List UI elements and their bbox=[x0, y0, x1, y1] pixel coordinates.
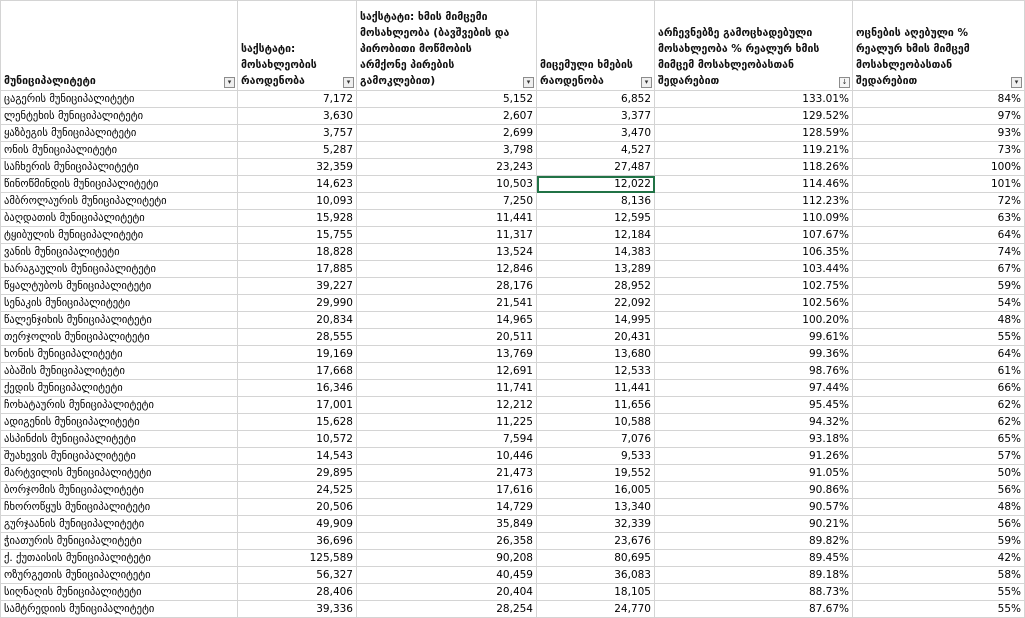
voting-population-cell[interactable]: 12,212 bbox=[357, 397, 537, 414]
voting-population-cell[interactable]: 28,254 bbox=[357, 601, 537, 618]
header-label: საქსტატი: ხმის მიმცემი მოსახლეობა (ბავშვების და პირობითი მოწმობის არმქონე პირების გამოკლებით) bbox=[360, 11, 510, 87]
turnout-percent-cell[interactable]: 106.35% bbox=[655, 244, 853, 261]
votes-cast-cell[interactable]: 20,431 bbox=[537, 329, 655, 346]
dream-percent-cell[interactable]: 59% bbox=[853, 533, 1025, 550]
header-voting-population[interactable] bbox=[357, 1, 537, 91]
voting-population-cell[interactable]: 28,176 bbox=[357, 278, 537, 295]
population-cell[interactable]: 15,755 bbox=[238, 227, 357, 244]
table-row bbox=[1, 414, 1025, 431]
table-row bbox=[1, 193, 1025, 210]
table-row bbox=[1, 295, 1025, 312]
votes-cast-cell[interactable]: 23,676 bbox=[537, 533, 655, 550]
population-cell[interactable]: 17,668 bbox=[238, 363, 357, 380]
dream-percent-cell[interactable]: 57% bbox=[853, 448, 1025, 465]
table-row bbox=[1, 380, 1025, 397]
population-cell[interactable]: 10,572 bbox=[238, 431, 357, 448]
population-cell[interactable]: 39,336 bbox=[238, 601, 357, 618]
voting-population-cell[interactable]: 14,729 bbox=[357, 499, 537, 516]
dream-percent-cell[interactable]: 48% bbox=[853, 312, 1025, 329]
voting-population-cell[interactable]: 20,404 bbox=[357, 584, 537, 601]
turnout-percent-cell[interactable]: 89.45% bbox=[655, 550, 853, 567]
voting-population-cell[interactable]: 21,473 bbox=[357, 465, 537, 482]
population-cell[interactable]: 3,757 bbox=[238, 125, 357, 142]
turnout-percent-cell[interactable]: 89.18% bbox=[655, 567, 853, 584]
turnout-percent-cell[interactable]: 99.61% bbox=[655, 329, 853, 346]
table-row bbox=[1, 312, 1025, 329]
municipality-cell[interactable]: ადიგენის მუნიციპალიტეტი bbox=[1, 414, 238, 431]
population-cell[interactable]: 29,990 bbox=[238, 295, 357, 312]
header-turnout-percent[interactable] bbox=[655, 1, 853, 91]
turnout-percent-cell[interactable]: 119.21% bbox=[655, 142, 853, 159]
municipality-cell[interactable]: სამტრედიის მუნიციპალიტეტი bbox=[1, 601, 238, 618]
table-row bbox=[1, 465, 1025, 482]
turnout-percent-cell[interactable]: 97.44% bbox=[655, 380, 853, 397]
turnout-percent-cell[interactable]: 118.26% bbox=[655, 159, 853, 176]
turnout-percent-cell[interactable]: 102.56% bbox=[655, 295, 853, 312]
population-cell[interactable]: 17,001 bbox=[238, 397, 357, 414]
dream-percent-cell[interactable]: 62% bbox=[853, 397, 1025, 414]
votes-cast-cell[interactable]: 80,695 bbox=[537, 550, 655, 567]
population-cell[interactable]: 14,623 bbox=[238, 176, 357, 193]
voting-population-cell[interactable]: 17,616 bbox=[357, 482, 537, 499]
voting-population-cell[interactable]: 5,152 bbox=[357, 91, 537, 108]
table-row bbox=[1, 108, 1025, 125]
voting-population-cell[interactable]: 35,849 bbox=[357, 516, 537, 533]
table-row bbox=[1, 142, 1025, 159]
votes-cast-cell[interactable]: 9,533 bbox=[537, 448, 655, 465]
municipality-cell[interactable]: ჩხოროწყუს მუნიციპალიტეტი bbox=[1, 499, 238, 516]
municipality-cell[interactable]: ასპინძის მუნიციპალიტეტი bbox=[1, 431, 238, 448]
header-label: ოცნების აღებული % რეალურ ხმის მიმცემ მოსახლეობასთან შედარებით bbox=[856, 27, 970, 87]
votes-cast-cell[interactable]: 10,588 bbox=[537, 414, 655, 431]
dream-percent-cell[interactable]: 58% bbox=[853, 567, 1025, 584]
population-cell[interactable]: 29,895 bbox=[238, 465, 357, 482]
population-cell[interactable]: 7,172 bbox=[238, 91, 357, 108]
turnout-percent-cell[interactable]: 100.20% bbox=[655, 312, 853, 329]
votes-cast-cell[interactable]: 13,680 bbox=[537, 346, 655, 363]
table-row bbox=[1, 91, 1025, 108]
municipality-cell[interactable]: ვანის მუნიციპალიტეტი bbox=[1, 244, 238, 261]
table-row bbox=[1, 125, 1025, 142]
turnout-percent-cell[interactable]: 95.45% bbox=[655, 397, 853, 414]
municipality-cell[interactable]: ბორჯომის მუნიციპალიტეტი bbox=[1, 482, 238, 499]
header-votes-cast[interactable] bbox=[537, 1, 655, 91]
dream-percent-cell[interactable]: 55% bbox=[853, 601, 1025, 618]
population-cell[interactable]: 125,589 bbox=[238, 550, 357, 567]
votes-cast-cell[interactable]: 12,595 bbox=[537, 210, 655, 227]
municipality-cell[interactable]: მარტვილის მუნიციპალიტეტი bbox=[1, 465, 238, 482]
table-row bbox=[1, 448, 1025, 465]
voting-population-cell[interactable]: 12,846 bbox=[357, 261, 537, 278]
dream-percent-cell[interactable]: 50% bbox=[853, 465, 1025, 482]
voting-population-cell[interactable]: 13,769 bbox=[357, 346, 537, 363]
dream-percent-cell[interactable]: 74% bbox=[853, 244, 1025, 261]
votes-cast-cell[interactable]: 12,184 bbox=[537, 227, 655, 244]
dream-percent-cell[interactable]: 48% bbox=[853, 499, 1025, 516]
population-cell[interactable]: 32,359 bbox=[238, 159, 357, 176]
dream-percent-cell[interactable]: 61% bbox=[853, 363, 1025, 380]
turnout-percent-cell[interactable]: 114.46% bbox=[655, 176, 853, 193]
turnout-percent-cell[interactable]: 133.01% bbox=[655, 91, 853, 108]
header-municipality[interactable] bbox=[1, 1, 238, 91]
population-cell[interactable]: 28,406 bbox=[238, 584, 357, 601]
votes-cast-cell[interactable]: 32,339 bbox=[537, 516, 655, 533]
population-cell[interactable]: 16,346 bbox=[238, 380, 357, 397]
dream-percent-cell[interactable]: 54% bbox=[853, 295, 1025, 312]
population-cell[interactable]: 24,525 bbox=[238, 482, 357, 499]
header-label: მიცემული ხმების რაოდენობა bbox=[540, 59, 633, 87]
dream-percent-cell[interactable]: 62% bbox=[853, 414, 1025, 431]
population-cell[interactable]: 14,543 bbox=[238, 448, 357, 465]
table-row bbox=[1, 499, 1025, 516]
votes-cast-cell[interactable]: 14,383 bbox=[537, 244, 655, 261]
population-cell[interactable]: 15,928 bbox=[238, 210, 357, 227]
municipality-cell[interactable]: წყალტუბოს მუნიციპალიტეტი bbox=[1, 278, 238, 295]
voting-population-cell[interactable]: 7,594 bbox=[357, 431, 537, 448]
dream-percent-cell[interactable]: 97% bbox=[853, 108, 1025, 125]
population-cell[interactable]: 3,630 bbox=[238, 108, 357, 125]
turnout-percent-cell[interactable]: 99.36% bbox=[655, 346, 853, 363]
population-cell[interactable]: 17,885 bbox=[238, 261, 357, 278]
dream-percent-cell[interactable]: 67% bbox=[853, 261, 1025, 278]
turnout-percent-cell[interactable]: 128.59% bbox=[655, 125, 853, 142]
dream-percent-cell[interactable]: 55% bbox=[853, 329, 1025, 346]
population-cell[interactable]: 15,628 bbox=[238, 414, 357, 431]
municipality-cell[interactable]: ამბროლაურის მუნიციპალიტეტი bbox=[1, 193, 238, 210]
municipality-cell[interactable]: თერჯოლის მუნიციპალიტეტი bbox=[1, 329, 238, 346]
votes-cast-cell[interactable]: 13,289 bbox=[537, 261, 655, 278]
voting-population-cell[interactable]: 10,446 bbox=[357, 448, 537, 465]
turnout-percent-cell[interactable]: 90.21% bbox=[655, 516, 853, 533]
dream-percent-cell[interactable]: 64% bbox=[853, 227, 1025, 244]
table-row bbox=[1, 533, 1025, 550]
turnout-percent-cell[interactable]: 112.23% bbox=[655, 193, 853, 210]
header-population[interactable] bbox=[238, 1, 357, 91]
turnout-percent-cell[interactable]: 91.05% bbox=[655, 465, 853, 482]
population-cell[interactable]: 36,696 bbox=[238, 533, 357, 550]
dream-percent-cell[interactable]: 73% bbox=[853, 142, 1025, 159]
header-label: არჩევნებზე გამოცხადებული მოსახლეობა % რეალურ ხმის მიმცემ მოსახლეობასთან შედარებით bbox=[658, 27, 820, 87]
turnout-percent-cell[interactable]: 91.26% bbox=[655, 448, 853, 465]
dream-percent-cell[interactable]: 101% bbox=[853, 176, 1025, 193]
table-row bbox=[1, 601, 1025, 618]
voting-population-cell[interactable]: 7,250 bbox=[357, 193, 537, 210]
table-row bbox=[1, 397, 1025, 414]
municipality-cell[interactable]: გურჯაანის მუნიციპალიტეტი bbox=[1, 516, 238, 533]
turnout-percent-cell[interactable]: 107.67% bbox=[655, 227, 853, 244]
municipality-cell[interactable]: წინოწმინდის მუნიციპალიტეტი bbox=[1, 176, 238, 193]
turnout-percent-cell[interactable]: 129.52% bbox=[655, 108, 853, 125]
dream-percent-cell[interactable]: 56% bbox=[853, 482, 1025, 499]
population-cell[interactable]: 39,227 bbox=[238, 278, 357, 295]
dream-percent-cell[interactable]: 55% bbox=[853, 584, 1025, 601]
filter-dropdown-icon[interactable]: ▾ bbox=[1011, 77, 1022, 88]
table-row bbox=[1, 329, 1025, 346]
voting-population-cell[interactable]: 11,225 bbox=[357, 414, 537, 431]
votes-cast-cell[interactable]: 28,952 bbox=[537, 278, 655, 295]
voting-population-cell[interactable]: 14,965 bbox=[357, 312, 537, 329]
municipality-cell[interactable]: ცაგერის მუნიციპალიტეტი bbox=[1, 91, 238, 108]
table-row bbox=[1, 550, 1025, 567]
dream-percent-cell[interactable]: 100% bbox=[853, 159, 1025, 176]
municipality-cell[interactable]: ყაზბეგის მუნიციპალიტეტი bbox=[1, 125, 238, 142]
dream-percent-cell[interactable]: 72% bbox=[853, 193, 1025, 210]
table-row bbox=[1, 278, 1025, 295]
voting-population-cell[interactable]: 2,699 bbox=[357, 125, 537, 142]
turnout-percent-cell[interactable]: 93.18% bbox=[655, 431, 853, 448]
table-row bbox=[1, 431, 1025, 448]
municipality-cell[interactable]: ქედის მუნიციპალიტეტი bbox=[1, 380, 238, 397]
voting-population-cell[interactable]: 3,798 bbox=[357, 142, 537, 159]
dream-percent-cell[interactable]: 66% bbox=[853, 380, 1025, 397]
turnout-percent-cell[interactable]: 90.57% bbox=[655, 499, 853, 516]
voting-population-cell[interactable]: 26,358 bbox=[357, 533, 537, 550]
dream-percent-cell[interactable]: 93% bbox=[853, 125, 1025, 142]
voting-population-cell[interactable]: 40,459 bbox=[357, 567, 537, 584]
votes-cast-cell[interactable]: 3,377 bbox=[537, 108, 655, 125]
municipality-cell[interactable]: ჩოხატაურის მუნიციპალიტეტი bbox=[1, 397, 238, 414]
turnout-percent-cell[interactable]: 102.75% bbox=[655, 278, 853, 295]
votes-cast-cell[interactable]: 24,770 bbox=[537, 601, 655, 618]
sort-descending-icon[interactable]: ↓ bbox=[839, 77, 850, 88]
turnout-percent-cell[interactable]: 89.82% bbox=[655, 533, 853, 550]
table-row bbox=[1, 567, 1025, 584]
votes-cast-cell[interactable]: 12,533 bbox=[537, 363, 655, 380]
table-row bbox=[1, 244, 1025, 261]
municipality-cell[interactable]: ტყიბულის მუნიციპალიტეტი bbox=[1, 227, 238, 244]
population-cell[interactable]: 49,909 bbox=[238, 516, 357, 533]
turnout-percent-cell[interactable]: 90.86% bbox=[655, 482, 853, 499]
turnout-percent-cell[interactable]: 98.76% bbox=[655, 363, 853, 380]
header-dream-percent[interactable] bbox=[853, 1, 1025, 91]
table-row bbox=[1, 584, 1025, 601]
municipality-cell[interactable]: ხარაგაულის მუნიციპალიტეტი bbox=[1, 261, 238, 278]
table-row bbox=[1, 346, 1025, 363]
table-row bbox=[1, 261, 1025, 278]
votes-cast-cell[interactable]: 27,487 bbox=[537, 159, 655, 176]
municipality-cell[interactable]: ჭიათურის მუნიციპალიტეტი bbox=[1, 533, 238, 550]
votes-cast-cell[interactable]: 18,105 bbox=[537, 584, 655, 601]
population-cell[interactable]: 5,287 bbox=[238, 142, 357, 159]
voting-population-cell[interactable]: 11,317 bbox=[357, 227, 537, 244]
dream-percent-cell[interactable]: 42% bbox=[853, 550, 1025, 567]
voting-population-cell[interactable]: 13,524 bbox=[357, 244, 537, 261]
municipality-cell[interactable]: ბაღდათის მუნიციპალიტეტი bbox=[1, 210, 238, 227]
votes-cast-cell[interactable]: 12,022 bbox=[537, 176, 655, 193]
population-cell[interactable]: 10,093 bbox=[238, 193, 357, 210]
population-cell[interactable]: 18,828 bbox=[238, 244, 357, 261]
votes-cast-cell[interactable]: 16,005 bbox=[537, 482, 655, 499]
table-row bbox=[1, 159, 1025, 176]
turnout-percent-cell[interactable]: 88.73% bbox=[655, 584, 853, 601]
votes-cast-cell[interactable]: 4,527 bbox=[537, 142, 655, 159]
votes-cast-cell[interactable]: 8,136 bbox=[537, 193, 655, 210]
turnout-percent-cell[interactable]: 110.09% bbox=[655, 210, 853, 227]
table-row bbox=[1, 516, 1025, 533]
header-label: მუნიციპალიტეტი bbox=[4, 75, 96, 87]
header-row bbox=[1, 1, 1025, 91]
municipality-cell[interactable]: აბაშის მუნიციპალიტეტი bbox=[1, 363, 238, 380]
table-row bbox=[1, 482, 1025, 499]
municipality-cell[interactable]: ოზურგეთის მუნიციპალიტეტი bbox=[1, 567, 238, 584]
population-cell[interactable]: 19,169 bbox=[238, 346, 357, 363]
table-row bbox=[1, 227, 1025, 244]
dream-percent-cell[interactable]: 64% bbox=[853, 346, 1025, 363]
votes-cast-cell[interactable]: 19,552 bbox=[537, 465, 655, 482]
voting-population-cell[interactable]: 20,511 bbox=[357, 329, 537, 346]
votes-cast-cell[interactable]: 36,083 bbox=[537, 567, 655, 584]
population-cell[interactable]: 28,555 bbox=[238, 329, 357, 346]
dream-percent-cell[interactable]: 65% bbox=[853, 431, 1025, 448]
voting-population-cell[interactable]: 21,541 bbox=[357, 295, 537, 312]
filter-dropdown-icon[interactable]: ▾ bbox=[641, 77, 652, 88]
voting-population-cell[interactable]: 11,741 bbox=[357, 380, 537, 397]
municipality-cell[interactable]: ლენტეხის მუნიციპალიტეტი bbox=[1, 108, 238, 125]
dream-percent-cell[interactable]: 84% bbox=[853, 91, 1025, 108]
voting-population-cell[interactable]: 12,691 bbox=[357, 363, 537, 380]
voting-population-cell[interactable]: 90,208 bbox=[357, 550, 537, 567]
votes-cast-cell[interactable]: 6,852 bbox=[537, 91, 655, 108]
municipality-cell[interactable]: შუახევის მუნიციპალიტეტი bbox=[1, 448, 238, 465]
votes-cast-cell[interactable]: 3,470 bbox=[537, 125, 655, 142]
votes-cast-cell[interactable]: 7,076 bbox=[537, 431, 655, 448]
turnout-percent-cell[interactable]: 87.67% bbox=[655, 601, 853, 618]
filter-dropdown-icon[interactable]: ▾ bbox=[343, 77, 354, 88]
table-row bbox=[1, 210, 1025, 227]
municipality-cell[interactable]: ონის მუნიციპალიტეტი bbox=[1, 142, 238, 159]
votes-cast-cell[interactable]: 11,656 bbox=[537, 397, 655, 414]
voting-population-cell[interactable]: 11,441 bbox=[357, 210, 537, 227]
population-cell[interactable]: 56,327 bbox=[238, 567, 357, 584]
votes-cast-cell[interactable]: 13,340 bbox=[537, 499, 655, 516]
population-cell[interactable]: 20,834 bbox=[238, 312, 357, 329]
header-label: საქსტატი: მოსახლეობის რაოდენობა bbox=[241, 43, 317, 87]
voting-population-cell[interactable]: 2,607 bbox=[357, 108, 537, 125]
table-row bbox=[1, 363, 1025, 380]
population-cell[interactable]: 20,506 bbox=[238, 499, 357, 516]
municipality-cell[interactable]: წალენჯიხის მუნიციპალიტეტი bbox=[1, 312, 238, 329]
municipality-cell[interactable]: ქ. ქუთაისის მუნიციპალიტეტი bbox=[1, 550, 238, 567]
municipality-cell[interactable]: სენაკის მუნიციპალიტეტი bbox=[1, 295, 238, 312]
turnout-percent-cell[interactable]: 103.44% bbox=[655, 261, 853, 278]
municipality-cell[interactable]: სიღნაღის მუნიციპალიტეტი bbox=[1, 584, 238, 601]
municipality-cell[interactable]: ხონის მუნიციპალიტეტი bbox=[1, 346, 238, 363]
votes-cast-cell[interactable]: 22,092 bbox=[537, 295, 655, 312]
dream-percent-cell[interactable]: 59% bbox=[853, 278, 1025, 295]
voting-population-cell[interactable]: 10,503 bbox=[357, 176, 537, 193]
voting-population-cell[interactable]: 23,243 bbox=[357, 159, 537, 176]
table-row bbox=[1, 176, 1025, 193]
municipality-cell[interactable]: საჩხერის მუნიციპალიტეტი bbox=[1, 159, 238, 176]
filter-dropdown-icon[interactable]: ▾ bbox=[523, 77, 534, 88]
turnout-percent-cell[interactable]: 94.32% bbox=[655, 414, 853, 431]
filter-dropdown-icon[interactable]: ▾ bbox=[224, 77, 235, 88]
votes-cast-cell[interactable]: 11,441 bbox=[537, 380, 655, 397]
votes-cast-cell[interactable]: 14,995 bbox=[537, 312, 655, 329]
dream-percent-cell[interactable]: 63% bbox=[853, 210, 1025, 227]
dream-percent-cell[interactable]: 56% bbox=[853, 516, 1025, 533]
